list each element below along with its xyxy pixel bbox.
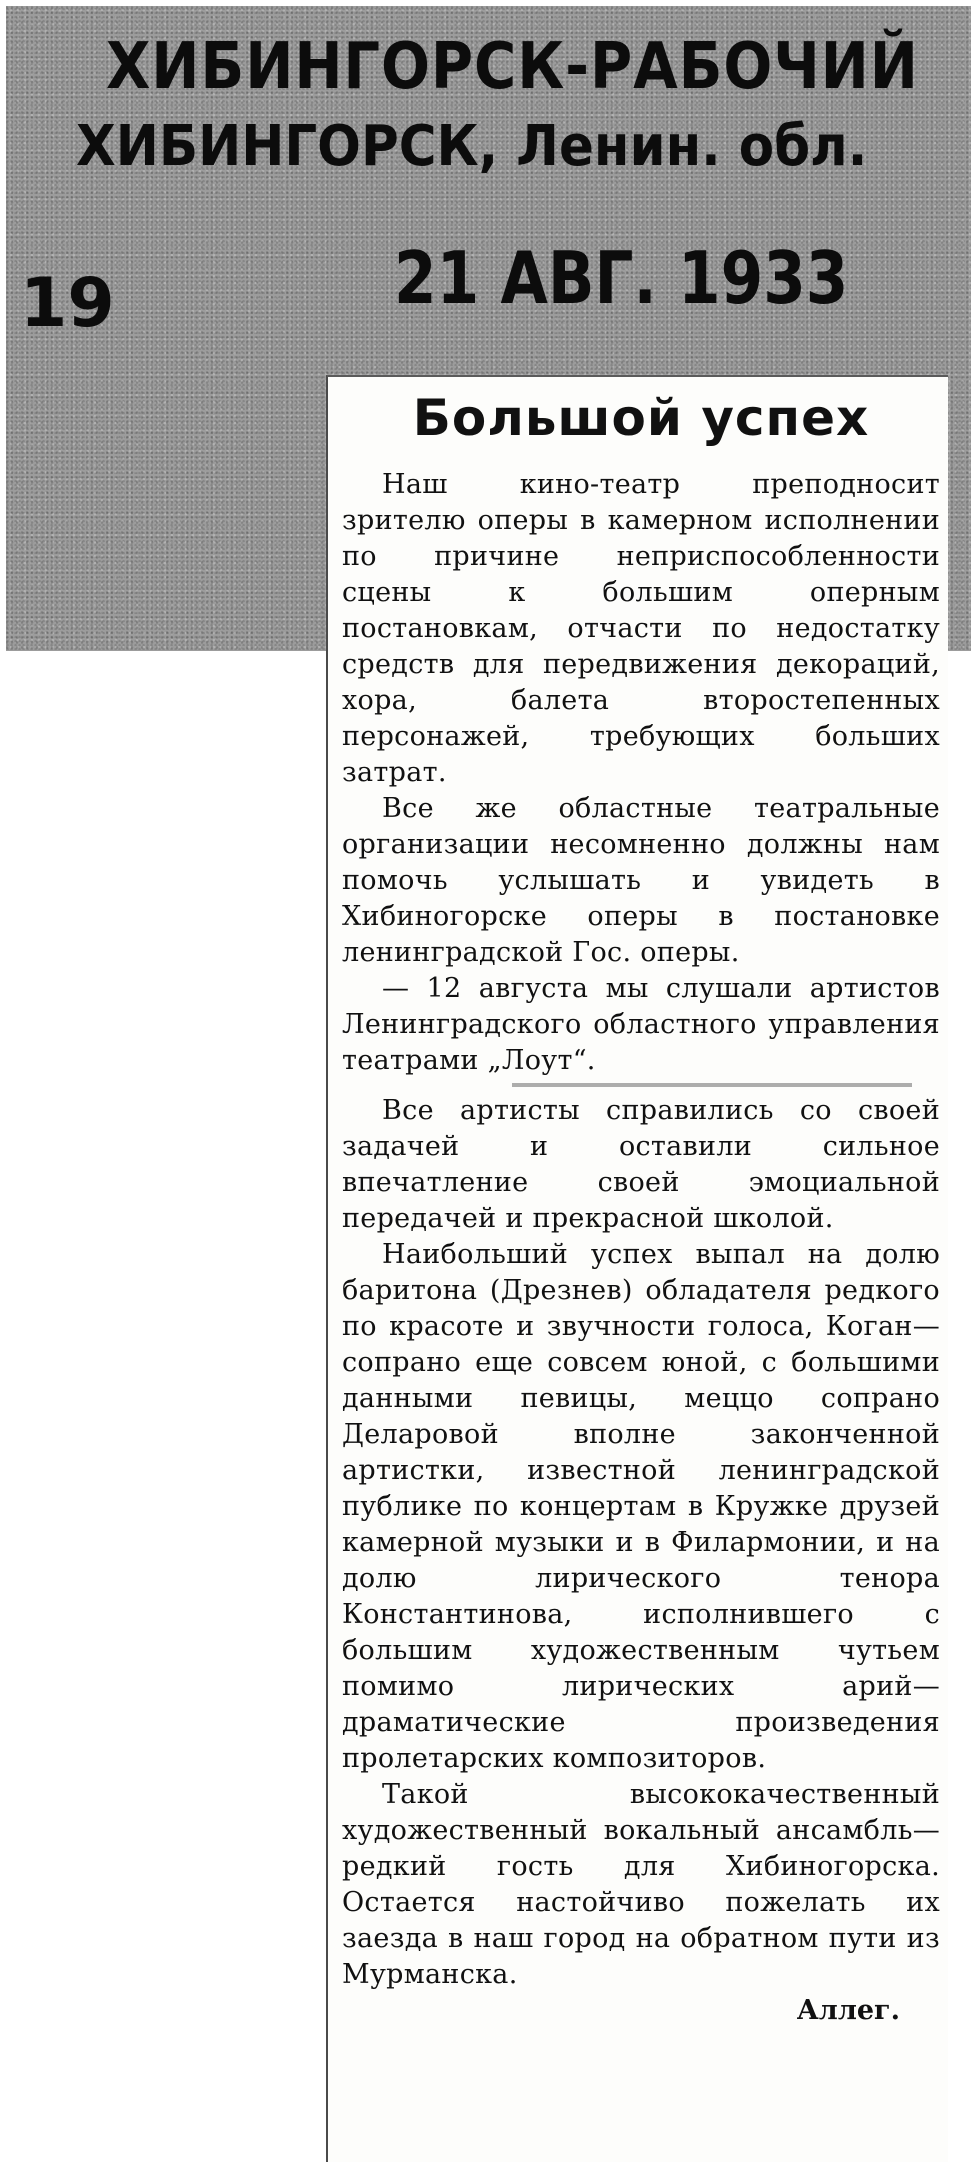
article-signature: Аллег. [796,1995,900,2026]
article-paragraph-appeal: Все же областные театральные организации несомненно должны нам помочь услышать и увидеть в Хибиногорске оперы в постановке ленинградской Гос. оперы. [342,793,940,968]
article-paragraph-success: Наибольший успех выпал на долю баритона (Дрезнев) обладателя редкого по красоте и звучности голоса, Коган—сопрано еще совсем юной, с большими данными певицы, меццо сопрано Деларовой вполне законченной артистки, известной ленинградской публике по концертам в Кружке друзей камерной музыки и в Филармонии, и на долю лирического тенора Константинова, исполнившего с большим художественным чутьем помимо лирических арий—драматические произведения пролетарских композиторов. [342,1239,940,1774]
newspaper-location: ХИБИНГОРСК, Ленин. обл. [76,114,868,179]
column-rule [512,1083,912,1087]
clipping-date: 21 АВГ. 1933 [394,236,849,320]
article-paragraph-intro: Наш кино-театр преподносит зрителю оперы в камерном исполнении по причине неприспособленности сцены к большим оперным постановкам, отчасти по недостатку средств для передвижения декораций, хора, балета второстепенных персонажей, требующих больших затрат. [342,469,940,788]
article-paragraph-concert: — 12 августа мы слушали артистов Ленинградского областного управления театрами „Лоут“. [342,973,940,1076]
article-paragraph-closing: Такой высококачественный художественный вокальный ансамбль—редкий гость для Хибиногорска. Остается настойчиво пожелать их заезда в наш город на обратном пути из Мурманска. [342,1779,940,1990]
article-paragraph-artists: Все артисты справились со своей задачей и оставили сильное впечатление своей эмоциальной передачей и прекрасной школой. [342,1095,940,1234]
newspaper-article [326,375,948,2162]
article-title: Большой успех [412,389,870,447]
clipping-number: 19 [20,264,115,343]
newspaper-name: ХИБИНГОРСК-РАБОЧИЙ [106,30,919,104]
